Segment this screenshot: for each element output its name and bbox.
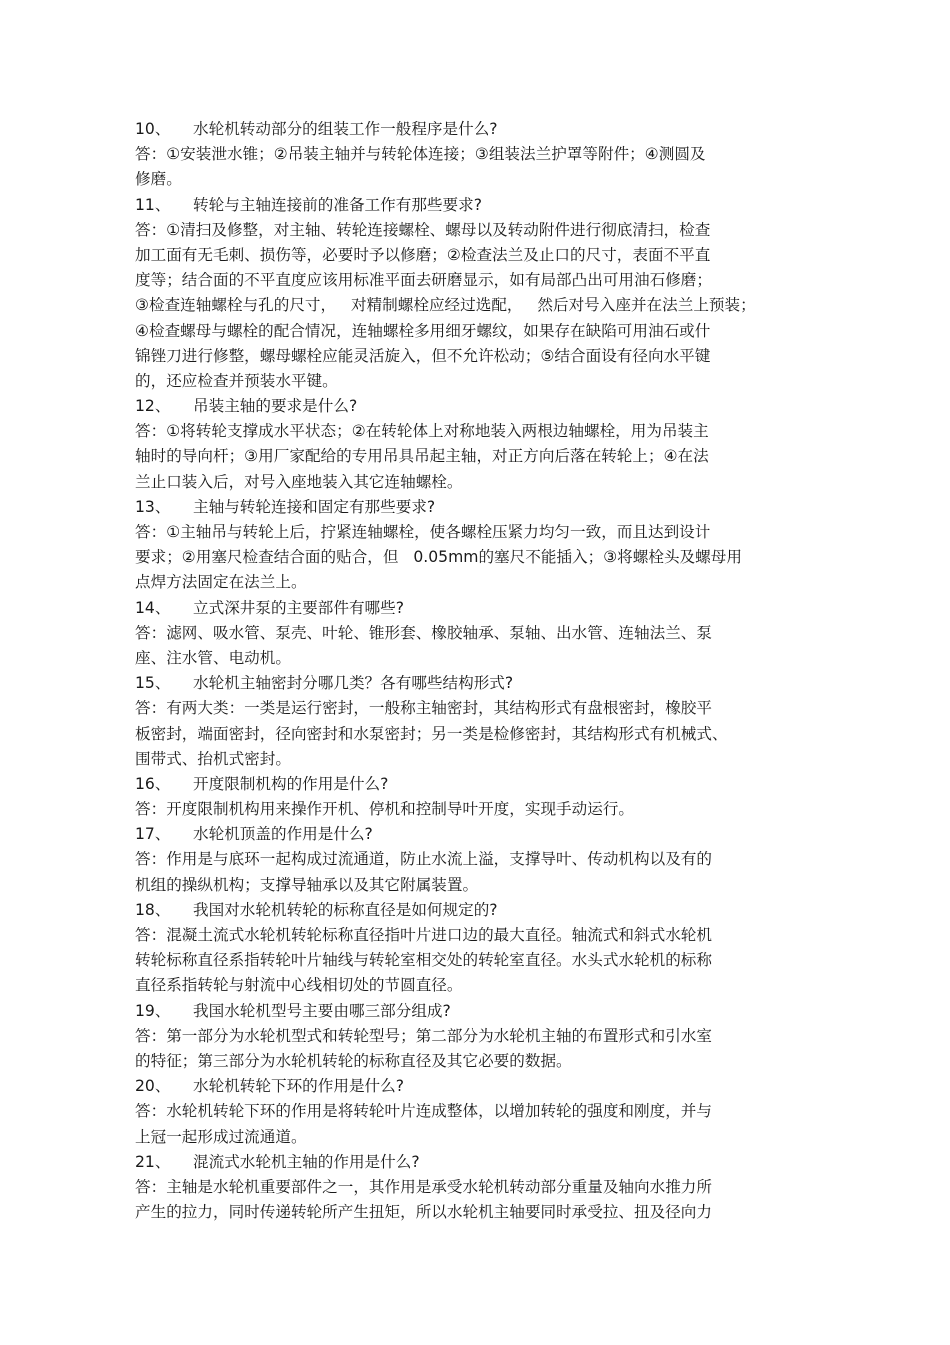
answer-line: 上冠一起形成过流通道。 [135, 1127, 307, 1146]
question-line [135, 596, 835, 621]
question-number: 15、 [135, 674, 171, 693]
qa-list [135, 117, 835, 1225]
answer-line: 产生的拉力，同时传递转轮所产生扭矩，所以水轮机主轴要同时承受拉、扭及径向力 [135, 1203, 712, 1222]
question-line [135, 495, 835, 520]
answer-line: 答：主轴是水轮机重要部件之一，其作用是承受水轮机转动部分重量及轴向水推力所 [135, 1177, 712, 1196]
question-number: 12、 [135, 397, 171, 416]
question-text: 混流式水轮机主轴的作用是什么? [193, 1152, 420, 1171]
answer-line: 轴时的导向杆；③用厂家配给的专用吊具吊起主轴，对正方向后落在转轮上；④在法 [135, 447, 709, 466]
answer-line: 加工面有无毛刺、损伤等，必要时予以修磨；②检查法兰及止口的尺寸，表面不平直 [135, 245, 711, 264]
question-line [135, 1074, 835, 1099]
answer-line: 答：水轮机转轮下环的作用是将转轮叶片连成整体，以增加转轮的强度和刚度，并与 [135, 1102, 712, 1121]
question-number: 18、 [135, 900, 171, 919]
answer-line: 答：第一部分为水轮机型式和转轮型号；第二部分为水轮机主轴的布置形式和引水室 [135, 1026, 712, 1045]
question-text: 水轮机转动部分的组装工作一般程序是什么? [193, 120, 498, 138]
qa-item [135, 117, 835, 193]
answer-line: 围带式、抬机式密封。 [135, 749, 291, 768]
question-line [135, 772, 835, 797]
answer-line: 锦锉刀进行修整，螺母螺栓应能灵活旋入，但不允许松动；⑤结合面设有径向水平键 [135, 346, 711, 365]
qa-item [135, 394, 835, 495]
answer-line: 答：①将转轮支撑成水平状态；②在转轮体上对称地装入两根边轴螺栓，用为吊装主 [135, 422, 709, 441]
answer-line: 的特征；第三部分为水轮机转轮的标称直径及其它必要的数据。 [135, 1051, 572, 1070]
question-line [135, 999, 835, 1024]
question-text: 立式深井泵的主要部件有哪些? [193, 598, 404, 617]
answer-line: 度等；结合面的不平直度应该用标准平面去研磨显示，如有局部凸出可用油石修磨； [135, 271, 712, 290]
answer-line: 要求；②用塞尺检查结合面的贴合，但 0.05mm的塞尺不能插入；③将螺栓头及螺母用 [135, 548, 742, 567]
qa-item [135, 999, 835, 1075]
qa-item [135, 193, 835, 395]
question-number: 19、 [135, 1001, 171, 1020]
question-line [135, 193, 835, 218]
qa-item [135, 1150, 835, 1226]
question-line [135, 117, 835, 142]
answer-line: 答：作用是与底环一起构成过流通道，防止水流上溢，支撑导叶、传动机构以及有的 [135, 850, 712, 869]
question-number: 17、 [135, 825, 171, 844]
qa-item [135, 495, 835, 596]
question-number: 21、 [135, 1152, 171, 1171]
question-number: 14、 [135, 598, 171, 617]
question-number: 16、 [135, 774, 171, 793]
question-text: 主轴与转轮连接和固定有那些要求? [193, 497, 436, 516]
question-text: 吊装主轴的要求是什么? [193, 397, 358, 416]
answer-line: 兰止口装入后，对号入座地装入其它连轴螺栓。 [135, 472, 463, 491]
question-line [135, 898, 835, 923]
question-text: 转轮与主轴连接前的准备工作有那些要求? [193, 195, 482, 214]
answer-line: 的，还应检查并预装水平键。 [135, 371, 338, 390]
answer-line: 座、注水管、电动机。 [135, 648, 291, 667]
qa-item [135, 596, 835, 672]
qa-item [135, 822, 835, 898]
question-number: 20、 [135, 1077, 171, 1096]
answer-line: 板密封，端面密封，径向密封和水泵密封；另一类是检修密封，其结构形式有机械式、 [135, 724, 728, 743]
question-line [135, 394, 835, 419]
answer-line: 答：①主轴吊与转轮上后，拧紧连轴螺栓，使各螺栓压紧力均匀一致，而且达到设计 [135, 523, 711, 541]
question-number: 10、 [135, 120, 171, 138]
answer-line: ④检查螺母与螺栓的配合情况，连轴螺栓多用细牙螺纹，如果存在缺陷可用油石或什 [135, 321, 711, 340]
question-line [135, 1150, 835, 1175]
answer-line: 答：混凝土流式水轮机转轮标称直径指叶片进口边的最大直径。轴流式和斜式水轮机 [135, 926, 712, 944]
qa-item [135, 1074, 835, 1150]
question-line [135, 822, 835, 847]
answer-line: 答：有两大类：一类是运行密封，一般称主轴密封，其结构形式有盘根密封，橡胶平 [135, 699, 712, 718]
answer-line: 答：①清扫及修整，对主轴、转轮连接螺栓、螺母以及转动附件进行彻底清扫，检查 [135, 220, 711, 239]
question-text: 水轮机转轮下环的作用是什么? [193, 1077, 404, 1096]
question-text: 水轮机顶盖的作用是什么? [193, 825, 373, 844]
question-text: 我国水轮机型号主要由哪三部分组成? [193, 1001, 451, 1020]
answer-line: 答：开度限制机构用来操作开机、停机和控制导叶开度，实现手动运行。 [135, 800, 635, 819]
answer-line: 转轮标称直径系指转轮叶片轴线与转轮室相交处的转轮室直径。水头式水轮机的标称 [135, 951, 712, 970]
qa-item [135, 671, 835, 772]
question-number: 11、 [135, 195, 171, 214]
answer-line: 答：滤网、吸水管、泵壳、叶轮、锥形套、橡胶轴承、泵轴、出水管、连轴法兰、泵 [135, 623, 712, 642]
question-line [135, 671, 835, 696]
question-number: 13、 [135, 497, 171, 516]
answer-line: 机组的操纵机构；支撑导轴承以及其它附属装置。 [135, 875, 479, 894]
answer-line: 点焊方法固定在法兰上。 [135, 573, 307, 592]
question-text: 开度限制机构的作用是什么? [193, 774, 389, 793]
answer-line: ③检查连轴螺栓与孔的尺寸， 对精制螺栓应经过选配， 然后对号入座并在法兰上预装； [135, 296, 756, 315]
question-text: 水轮机主轴密封分哪几类？各有哪些结构形式? [193, 674, 514, 693]
question-text: 我国对水轮机转轮的标称直径是如何规定的? [193, 900, 498, 919]
answer-line: 直径系指转轮与射流中心线相切处的节圆直径。 [135, 976, 463, 995]
qa-item [135, 898, 835, 999]
answer-line: 修磨。 [135, 170, 182, 189]
answer-line: 答：①安装泄水锥；②吊装主轴并与转轮体连接；③组装法兰护罩等附件；④测圆及 [135, 145, 706, 164]
qa-item [135, 772, 835, 822]
